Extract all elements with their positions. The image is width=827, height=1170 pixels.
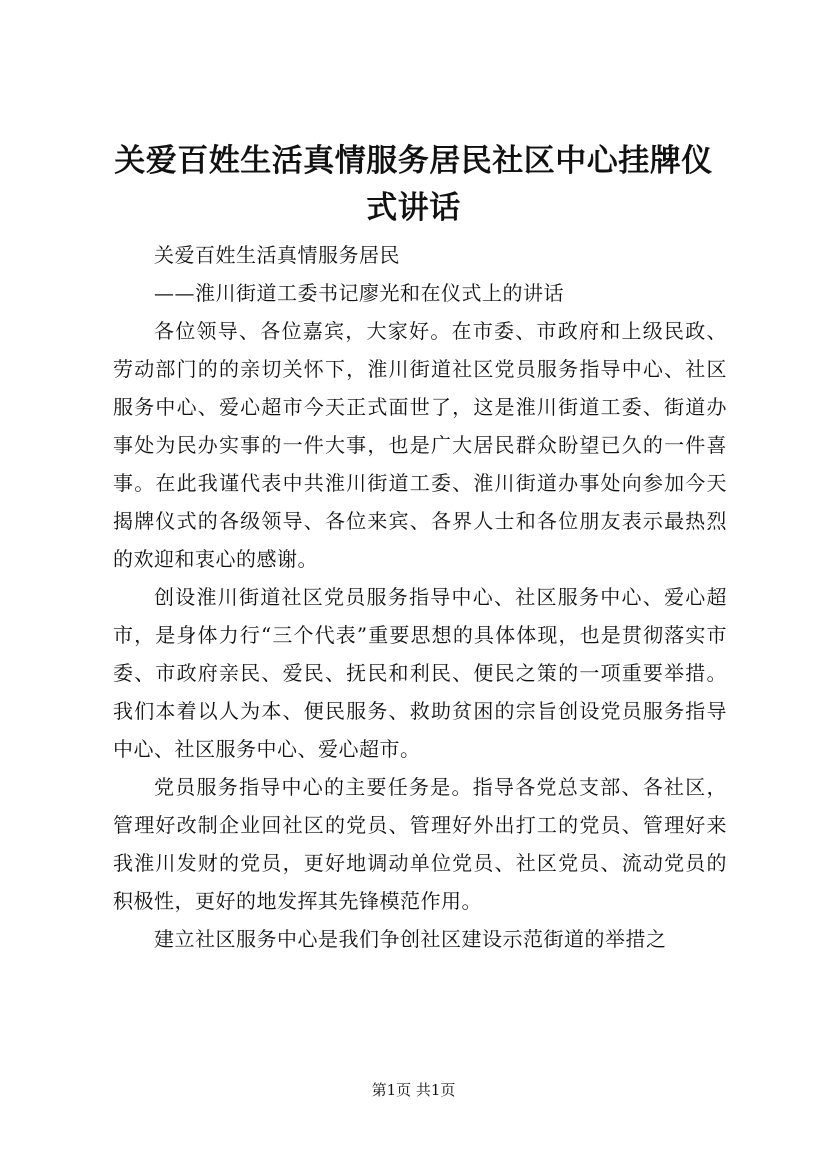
paragraph-service-center: 建立社区服务中心是我们争创社区建设示范街道的举措之	[154, 927, 667, 951]
page-number-footer: 第1页 共1页	[371, 1081, 456, 1099]
subtitle: 关爱百姓生活真情服务居民	[154, 243, 400, 267]
byline: ——淮川街道工委书记廖光和在仪式上的讲话	[154, 281, 564, 305]
document-body	[113, 236, 727, 958]
paragraph-greeting: 各位领导、各位嘉宾，大家好。在市委、市政府和上级民政、劳动部门的的亲切关怀下，淮川街道社区党员服务指导中心、社区服务中心、爱心超市今天正式面世了，这是淮川街道工委、街道办事处为民办实事的一件大事，也是广大居民群众盼望已久的一件喜事。在此我谨代表中共淮川街道工委、淮川街道办事处向参加今天揭牌仪式的各级领导、各位来宾、各界人士和各位朋友表示最热烈的欢迎和衷心的感谢。	[113, 319, 727, 571]
page-title: 关爱百姓生活真情服务居民社区中心挂牌仪式讲话	[114, 143, 713, 226]
paragraph-founding: 创设淮川街道社区党员服务指导中心、社区服务中心、爱心超市，是身体力行“三个代表”重要思想的具体体现，也是贯彻落实市委、市政府亲民、爱民、抚民和利民、便民之策的一项重要举措。我们本着以人为本、便民服务、救助贫困的宗旨创设党员服务指导中心、社区服务中心、爱心超市。	[113, 585, 727, 761]
paragraph-party-center: 党员服务指导中心的主要任务是。指导各党总支部、各社区，管理好改制企业回社区的党员、管理好外出打工的党员、管理好来我淮川发财的党员，更好地调动单位党员、社区党员、流动党员的积极性，更好的地发挥其先锋模范作用。	[113, 775, 727, 913]
